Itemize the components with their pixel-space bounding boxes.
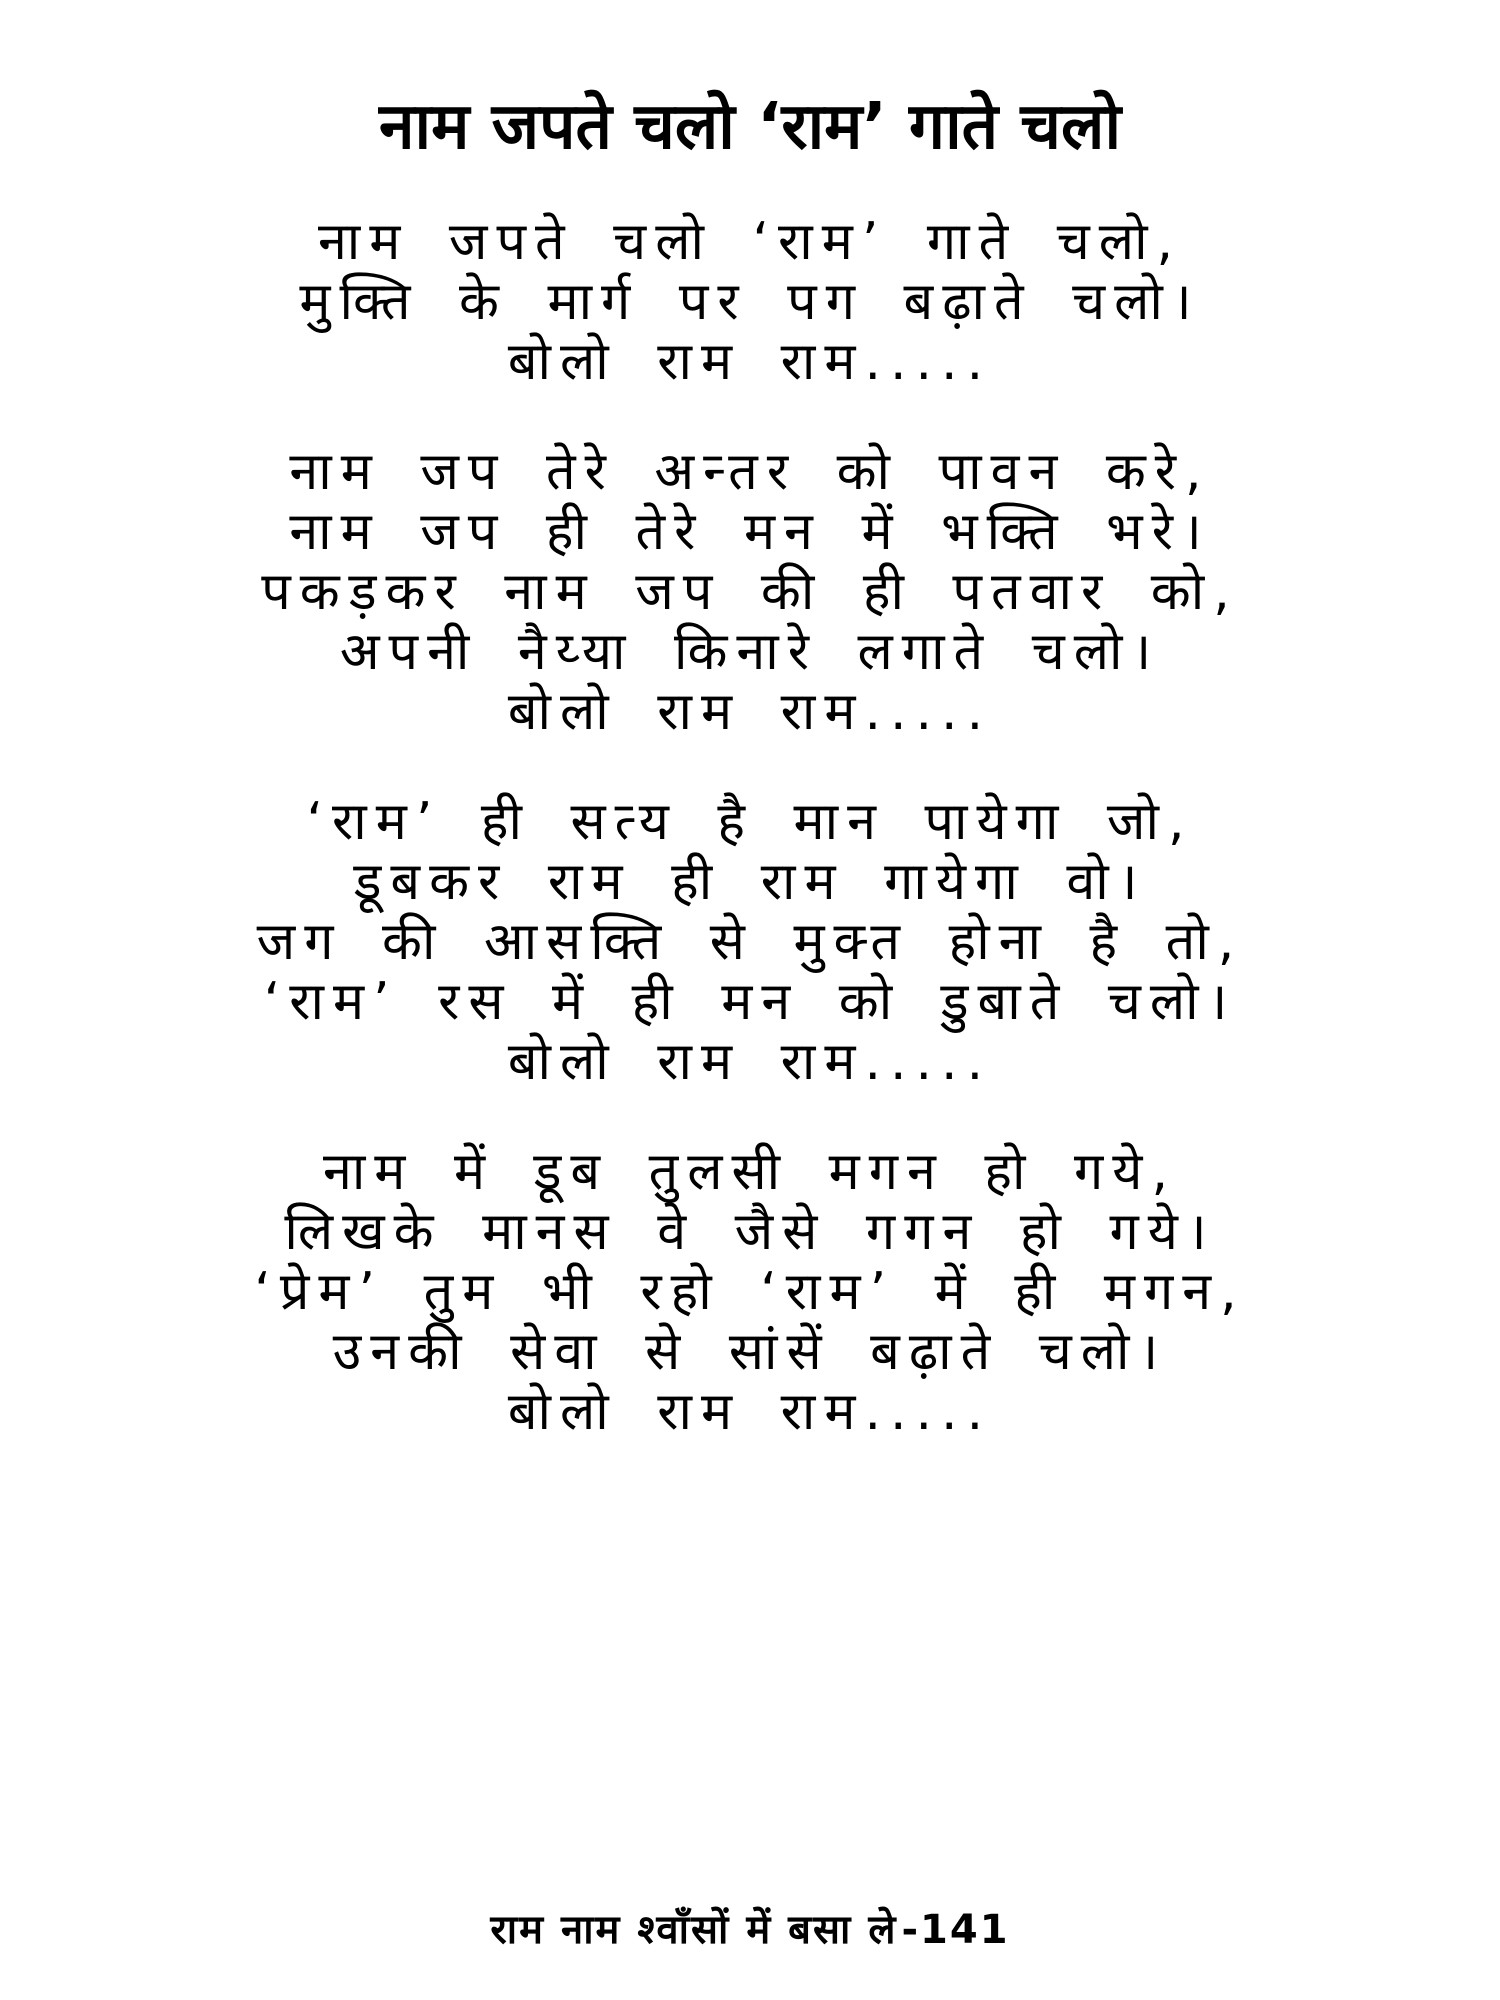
stanza-4	[0, 1142, 1500, 1442]
stanza-1	[0, 212, 1500, 392]
poem-line: नाम जप ही तेरे मन में भक्ति भरे।	[289, 502, 1211, 562]
poem-line: उनकी सेवा से सांसें बढ़ाते चलो।	[332, 1322, 1168, 1382]
poem-body	[0, 212, 1500, 1492]
poem-line: जग की आसक्ति से मुक्त होना है तो,	[256, 912, 1244, 972]
poem-line: अपनी नैय्या किनारे लगाते चलो।	[339, 622, 1161, 682]
page-footer	[0, 1900, 1500, 1960]
poem-line: लिखके मानस वे जैसे गगन हो गये।	[284, 1202, 1216, 1262]
poem-line: नाम जपते चलो ‘राम’ गाते चलो,	[317, 212, 1183, 272]
poem-line: ‘प्रेम’ तुम भी रहो ‘राम’ में ही मगन,	[254, 1262, 1246, 1322]
poem-line: मुक्ति के मार्ग पर पग बढ़ाते चलो।	[299, 272, 1201, 332]
book-title: राम नाम श्वाँसों में बसा ले	[490, 1907, 898, 1953]
stanza-2	[0, 442, 1500, 742]
poem-refrain: बोलो राम राम.....	[507, 682, 993, 742]
song-title: नाम जपते चलो ‘राम’ गाते चलो	[378, 90, 1122, 164]
poem-line: नाम में डूब तुलसी मगन हो गये,	[322, 1142, 1177, 1202]
poem-refrain: बोलो राम राम.....	[507, 1032, 993, 1092]
poem-line: डूबकर राम ही राम गायेगा वो।	[353, 852, 1147, 912]
poem-line: ‘राम’ रस में ही मन को डुबाते चलो।	[263, 972, 1237, 1032]
poem-refrain: बोलो राम राम.....	[507, 1382, 993, 1442]
poem-refrain: बोलो राम राम.....	[507, 332, 993, 392]
poem-line: पकड़कर नाम जप की ही पतवार को,	[261, 562, 1239, 622]
page-number: -141	[901, 1907, 1010, 1953]
poem-line: ‘राम’ ही सत्य है मान पायेगा जो,	[306, 792, 1194, 852]
poem-line: नाम जप तेरे अन्तर को पावन करे,	[289, 442, 1211, 502]
stanza-3	[0, 792, 1500, 1092]
